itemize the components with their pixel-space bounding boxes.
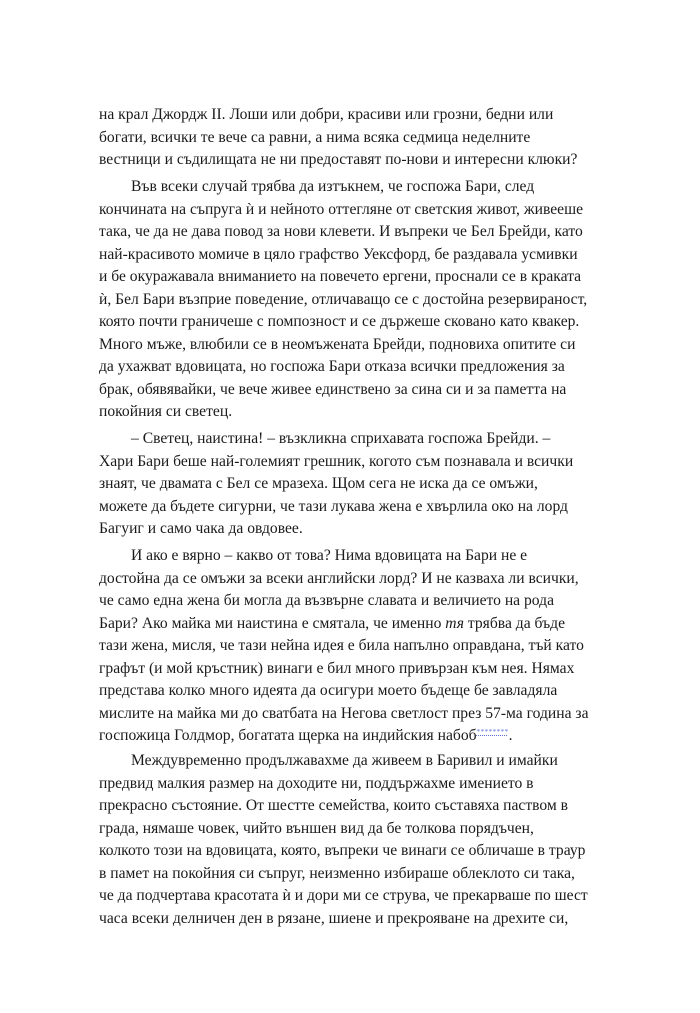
text-line: кончината на съпруга ѝ и нейното оттегляне от светския живот, живееше xyxy=(99,200,584,218)
paragraph-4 xyxy=(99,545,619,748)
text-line: колкото този на вдовицата, която, въпреки че винаги се обличаше в траур xyxy=(99,842,586,859)
text-line: предвид малкия размер на доходите ни, поддържахме имението в xyxy=(99,774,534,792)
text-segment: трябва да бъде xyxy=(463,614,565,632)
text-line: – Светец, наистина! – възкликна сприхавата госпожа Брейди. – xyxy=(131,430,551,447)
text-line: да ухажват вдовицата, но госпожа Бари отказа всички предложения за xyxy=(99,358,565,375)
text-line: И ако е вярно – какво от това? Нима вдовицата на Бари не е xyxy=(131,547,528,564)
text-line xyxy=(99,725,619,748)
footnote-link[interactable]: ******** xyxy=(476,727,509,736)
text-line: часа всеки делничен ден в рязане, шиене и прекрояване на дрехите си, xyxy=(99,909,569,927)
paragraph-3 xyxy=(99,428,619,541)
text-line: която почти граничеше с помпозност и се държеше сковано като квакер. xyxy=(99,313,580,330)
text-line: знаят, че двамата с Бел се мразеха. Щом сега не иска да се омъжи, xyxy=(99,475,538,492)
text-line: брак, обявявайки, че вече живее единствено за сина си и за паметта на xyxy=(99,380,567,398)
text-line: и бе окуражавала вниманието на повечето ергени, проснали се в краката xyxy=(99,268,582,285)
text-line: така, че да не дава повод за нови клевети. И въпреки че Бел Брейди, като xyxy=(99,223,583,240)
paragraph-1 xyxy=(99,104,619,172)
text-line: че само една жена би могла да възвърне славата и величието на рода xyxy=(99,592,554,609)
text-line: най-красивото момиче в цяло графство Уексфорд, бе раздавала усмивки xyxy=(99,245,578,263)
text-line: на крал Джордж II. Лоши или добри, красиви или грозни, бедни или xyxy=(99,106,554,123)
text-line: вестници и съдилищата не ни предоставят по-нови и интересни клюки? xyxy=(99,151,578,168)
text-line: покойния си светец. xyxy=(99,403,233,420)
text-segment: Бари? Ако майка ми наистина е смятала, че именно xyxy=(99,614,442,632)
text-line: ѝ, Бел Бари възприе поведение, отличаващо се с достойна резервираност, xyxy=(99,290,588,308)
text-line: тази жена, мисля, че тази нейна идея е била напълно оправдана, тъй като xyxy=(99,637,584,654)
text-line: града, нямаше човек, чийто външен вид да бе толкова порядъчен, xyxy=(99,819,534,837)
text-line: Хари Бари беше най-големият грешник, когото съм познавала и всички xyxy=(99,452,574,470)
text-line: в памет на покойния си съпруг, неизменно избираше облеклото си така, xyxy=(99,864,575,882)
text-line: Много мъже, влюбили се в неомъжената Брейди, подновиха опитите си xyxy=(99,335,576,353)
paragraph-5 xyxy=(99,750,619,930)
text-line: представа колко много идеята да осигури моето бъдеще бе завладяла xyxy=(99,682,558,699)
text-line: прекрасно състояние. От шестте семейства, които съставяха паством в xyxy=(99,797,569,814)
text-line: Във всеки случай трябва да изтъкнем, че госпожа Бари, след xyxy=(131,178,535,195)
text-segment: госпожица Голдмор, богатата щерка на индийския набоб xyxy=(99,727,477,744)
text-line: богати, всички те вече са равни, а нима всяка седмица неделните xyxy=(99,128,531,146)
text-line: графът (и мой кръстник) винаги е бил много привързан към нея. Нямах xyxy=(99,659,575,677)
text-segment: . xyxy=(508,727,513,744)
text-line: мислите на майка ми до сватбата на Негова светлост през 57-ма година за xyxy=(99,704,589,722)
text-line: Междувременно продължавахме да живеем в Баривил и имайки xyxy=(131,752,558,769)
text-line: можете да бъдете сигурни, че тази лукава жена е хвърлила око на лорд xyxy=(99,497,568,515)
text-line: Багуиг и само чака да овдовее. xyxy=(99,520,303,537)
italic-word: тя xyxy=(445,614,464,632)
text-line xyxy=(99,613,619,636)
text-line: че да подчертава красотата ѝ и дори ми се струва, че прекарваше по шест xyxy=(99,887,588,904)
paragraph-2 xyxy=(99,176,619,424)
text-line: достойна да се омъжи за всеки английски лорд? И не казваха ли всички, xyxy=(99,569,579,587)
